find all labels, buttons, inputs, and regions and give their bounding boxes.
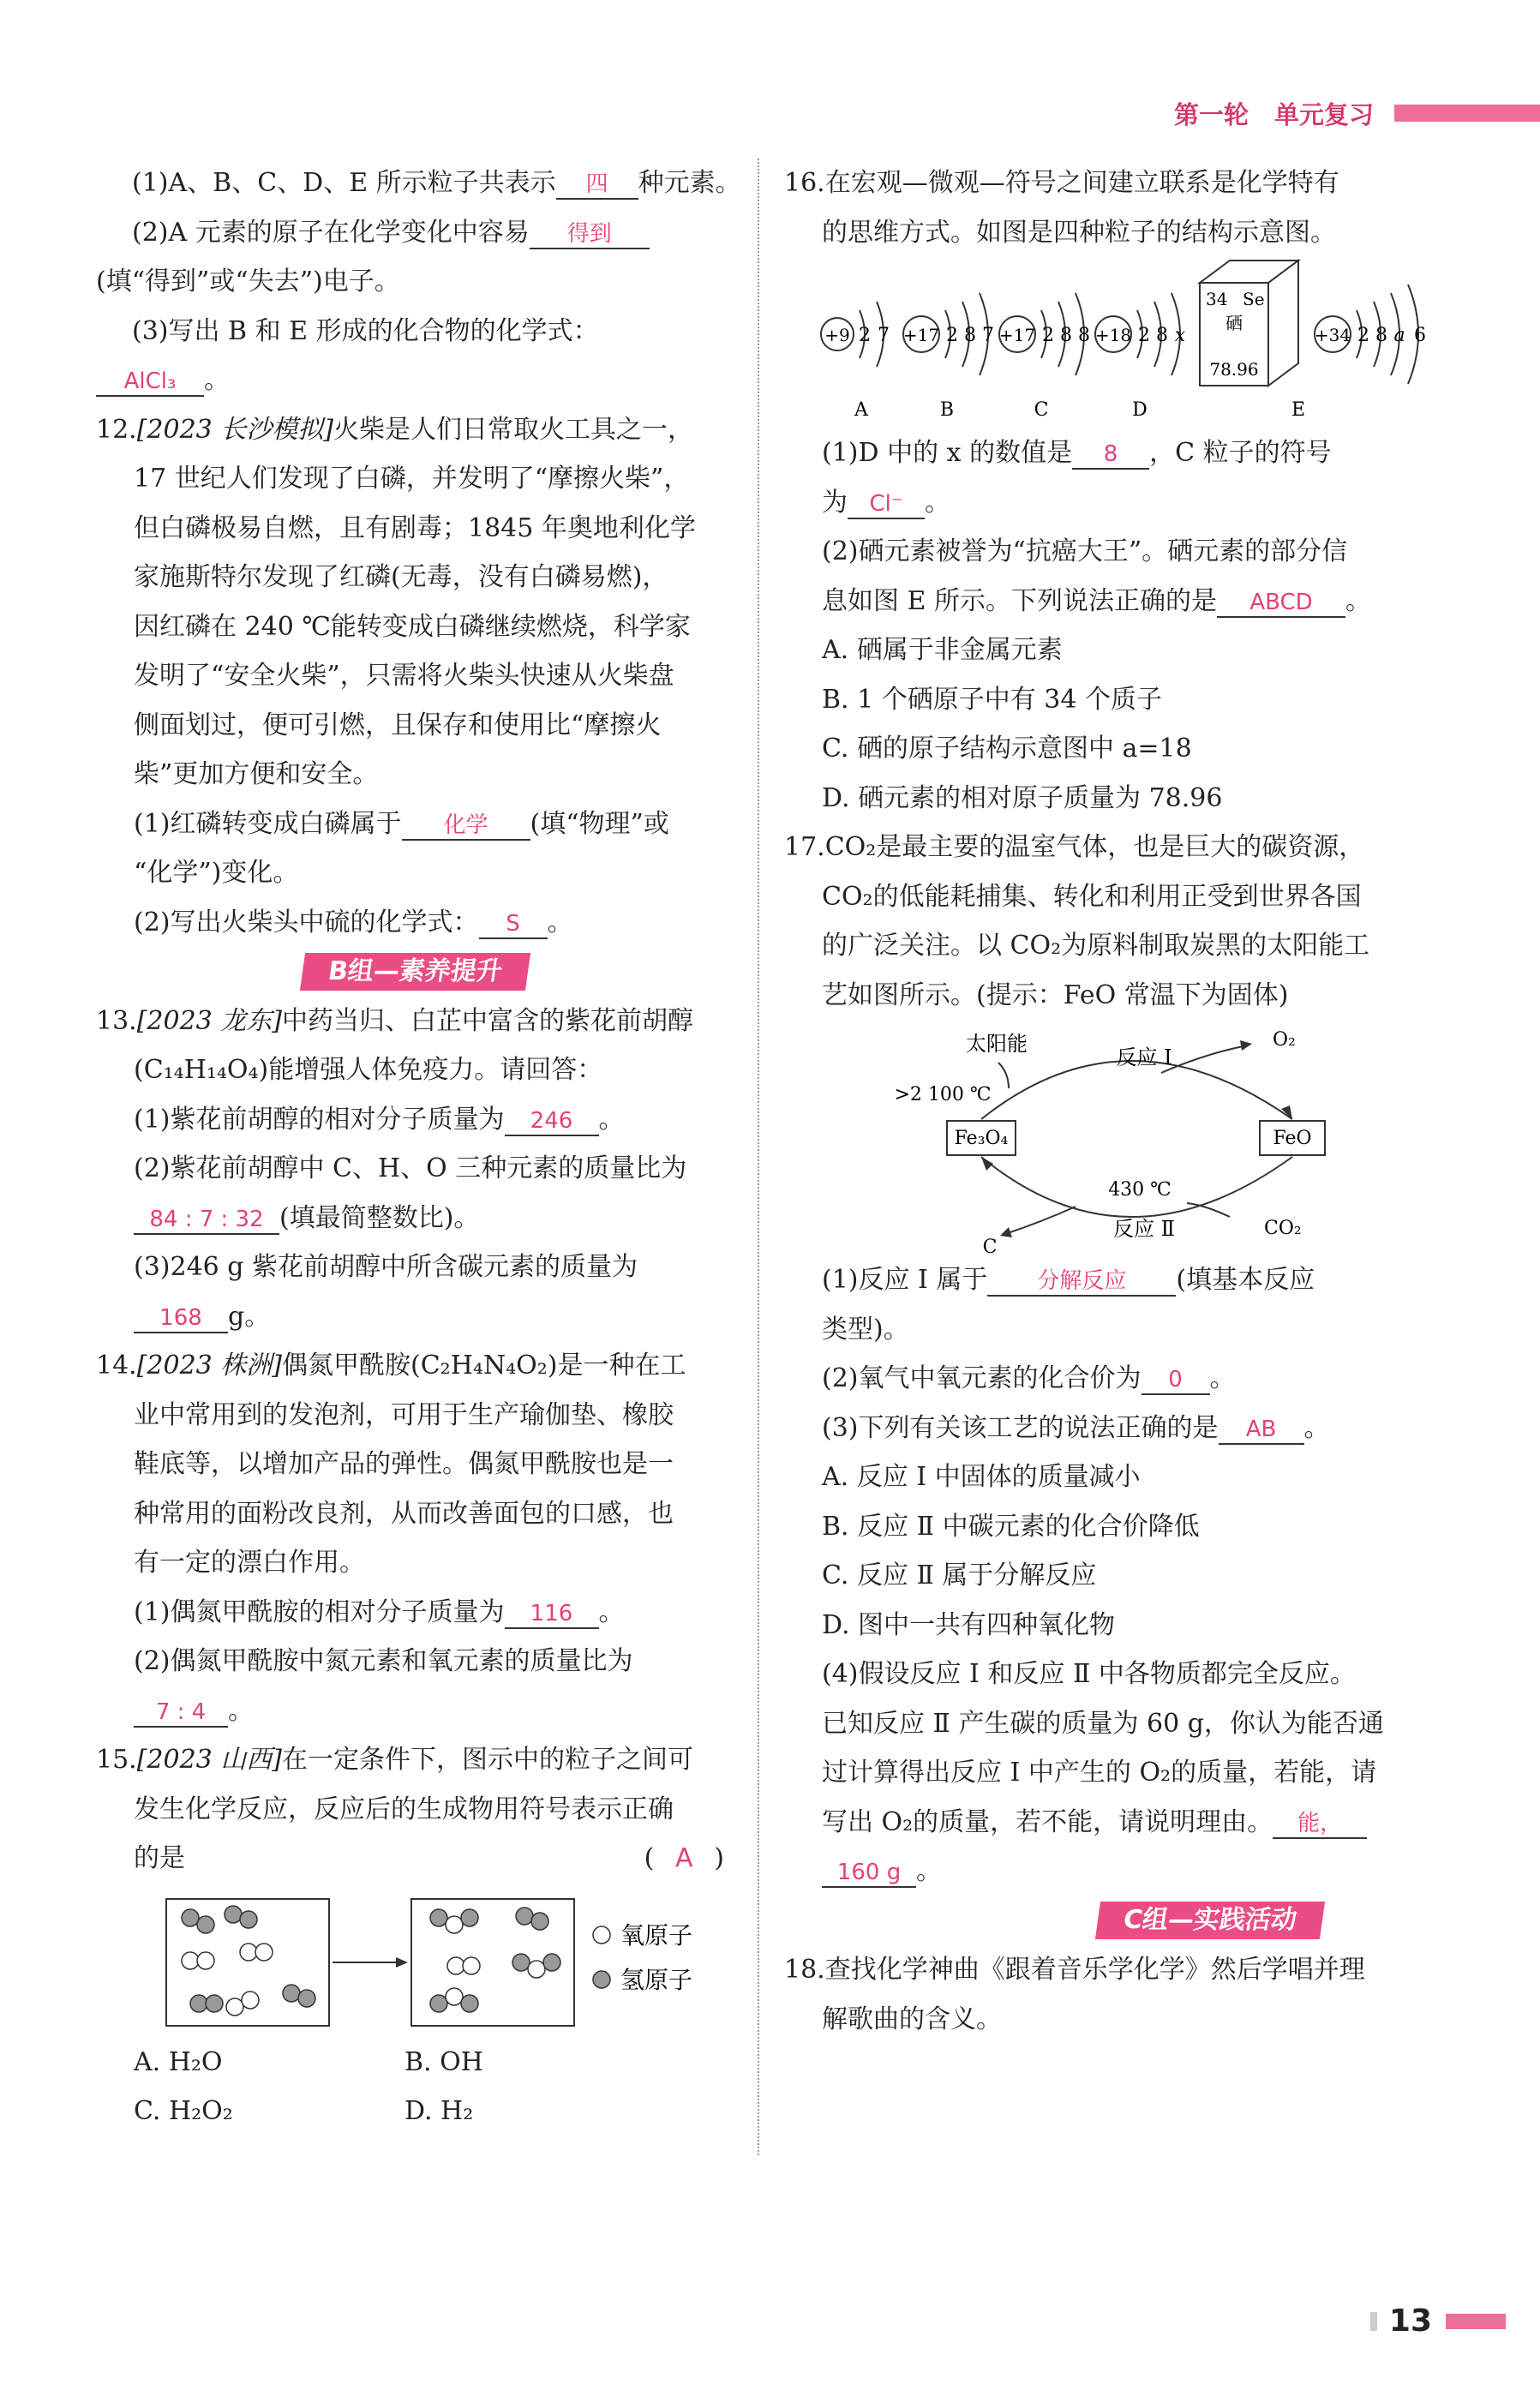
svg-text:34: 34 [1206, 289, 1228, 309]
q17-part4-last: 写出 O₂的质量，若不能，请说明理由。 能， [784, 1798, 1440, 1848]
svg-text:Se: Se [1243, 289, 1265, 309]
q17-part1-cont: 类型)。 [822, 1314, 909, 1345]
svg-text:C: C [1034, 399, 1049, 421]
svg-text:8: 8 [1156, 325, 1168, 346]
atom-c [999, 293, 1090, 421]
svg-text:反应 Ⅱ: 反应 Ⅱ [1113, 1217, 1175, 1241]
atom-b [903, 293, 994, 421]
q12-text: 侧面划过，便可引燃，且保存和使用比“摩擦火 [134, 710, 662, 740]
q16-line1: 16.在宏观—微观—符号之间建立联系是化学特有 [784, 168, 1339, 198]
q14-answer2: 7 : 4 [134, 1698, 228, 1728]
q11-line5: AlCl₃ 。 [96, 356, 734, 405]
legend-hydrogen: 氢原子 [620, 1965, 693, 1994]
q17-text: 的广泛关注。以 CO₂为原料制取炭黑的太阳能工 [822, 931, 1370, 961]
q17-text: 艺如图所示。(提示：FeO 常温下为固体) [822, 979, 1289, 1010]
q16-answer3: ABCD [1217, 589, 1345, 618]
q17-option: D. 图中一共有四种氧化物 [822, 1609, 1116, 1640]
svg-text:太阳能: 太阳能 [966, 1032, 1028, 1056]
q12-text: 17 世纪人们发现了白磷，并发明了“摩擦火柴”， [134, 464, 690, 494]
q16-part2: (2)硒元素被誉为“抗癌大王”。硒元素的部分信 [822, 536, 1348, 566]
q13-answer3: 168 [134, 1304, 228, 1333]
q17-answer1: 分解反应 [987, 1267, 1176, 1297]
q16-line2: 的思维方式。如图是四种粒子的结构示意图。 [822, 217, 1336, 248]
svg-text:7: 7 [878, 325, 890, 346]
q14-text: 种常用的面粉改良剂，从而改善面包的口感，也 [134, 1498, 674, 1529]
q17-part4: 过计算得出反应 Ⅰ 中产生的 O₂的质量，若能，请 [822, 1758, 1377, 1788]
q13-line1: 13.[2023 龙东]中药当归、白芷中富含的紫花前胡醇 [96, 1005, 694, 1036]
svg-text:2: 2 [946, 325, 958, 346]
svg-text:O₂: O₂ [1273, 1029, 1296, 1051]
q12-answer1: 化学 [402, 812, 530, 841]
svg-text:2: 2 [1138, 325, 1150, 346]
q14-text: 鞋底等，以增加产品的弹性。偶氮甲酰胺也是一 [134, 1449, 674, 1479]
left-column [96, 159, 741, 2136]
q15-line2: 发生化学反应，反应后的生成物用符号表示正确 [134, 1794, 674, 1824]
svg-text:78.96: 78.96 [1209, 359, 1259, 380]
q16-option: C. 硒的原子结构示意图中 a=18 [822, 734, 1192, 764]
q11-answer1: 四 [556, 171, 638, 200]
q17-text: CO₂的低能耗捕集、转化和利用正受到世界各国 [822, 881, 1362, 912]
svg-text:2: 2 [859, 325, 871, 346]
q17-process-figure [784, 1020, 1440, 1255]
q17-option: B. 反应 Ⅱ 中碳元素的化合价降低 [822, 1511, 1200, 1542]
q12-text: 家施斯特尔发现了红磷(无毒，没有白磷易燃)， [134, 562, 668, 592]
q12-text: 发明了“安全火柴”，只需将火柴头快速从火柴盘 [134, 661, 674, 691]
q17-part3: (3)下列有关该工艺的说法正确的是 AB 。 [822, 1412, 1330, 1443]
svg-text:2: 2 [1042, 325, 1054, 346]
oxygen-legend-icon [593, 1926, 610, 1944]
legend-oxygen: 氧原子 [620, 1920, 693, 1950]
svg-text:8: 8 [1375, 325, 1387, 346]
q14-text: 业中常用到的发泡剂，可用于生产瑜伽垫、橡胶 [134, 1399, 674, 1430]
q15-options-row1 [96, 2038, 734, 2088]
q14-part2: (2)偶氮甲酰胺中氮元素和氧元素的质量比为 [134, 1646, 633, 1676]
q16-answer1: 8 [1072, 440, 1149, 470]
q17-part4: (4)假设反应 Ⅰ 和反应 Ⅱ 中各物质都完全反应。 [822, 1659, 1356, 1689]
q16-part1-cont: 为 Cl⁻ 。 [822, 487, 950, 518]
column-divider [758, 159, 759, 2155]
header-accent-bar [1394, 105, 1540, 122]
q15-answer: A [675, 1843, 693, 1873]
q14-part2-ans: 7 : 4 。 [96, 1686, 734, 1736]
q16-part1: (1)D 中的 x 的数值是 8 ，C 粒子的符号 [822, 438, 1332, 468]
svg-text:a: a [1393, 325, 1405, 346]
svg-text:8: 8 [964, 325, 976, 346]
q12-text: 柴”更加方便和安全。 [134, 759, 379, 789]
section-c-banner: C组—实践活动 [784, 1896, 1440, 1946]
q16-option: A. 硒属于非金属元素 [822, 635, 1063, 665]
page-header [1174, 96, 1540, 130]
q13-part1: (1)紫花前胡醇的相对分子质量为 246 。 [134, 1104, 625, 1135]
right-column [784, 159, 1440, 2044]
svg-text:8: 8 [1078, 325, 1090, 346]
q12-text: 但白磷极易自燃，且有剧毒；1845 年奥地利化学 [134, 512, 696, 543]
q15-figure [96, 1892, 734, 2038]
q14-line1: 14.[2023 株洲]偶氮甲酰胺(C₂H₄N₄O₂)是一种在工 [96, 1351, 686, 1381]
q13-part2: (2)紫花前胡醇中 C、H、O 三种元素的质量比为 [134, 1153, 687, 1183]
q11-answer3: AlCl₃ [96, 368, 204, 397]
svg-text:Fe₃O₄: Fe₃O₄ [954, 1128, 1009, 1149]
svg-text:硒: 硒 [1225, 313, 1243, 333]
q17-part4: 已知反应 Ⅱ 产生碳的质量为 60 g，你认为能否通 [822, 1708, 1384, 1739]
svg-text:8: 8 [1060, 325, 1072, 346]
svg-text:+18: +18 [1094, 325, 1132, 345]
svg-text:D: D [1132, 399, 1148, 421]
q13-part3: (3)246 g 紫花前胡醇中所含碳元素的质量为 [134, 1252, 638, 1282]
hydrogen-legend-icon [593, 1971, 610, 1988]
selenium-element-card [1200, 261, 1298, 386]
q15-answer-bracket: ( A ) [644, 1834, 724, 1884]
q16-figure [784, 257, 1440, 428]
q17-answer2: 0 [1142, 1366, 1210, 1395]
q17-cycle-diagram [784, 1020, 1440, 1255]
svg-text:反应 Ⅰ: 反应 Ⅰ [1116, 1045, 1172, 1069]
atom-d [1095, 293, 1186, 421]
svg-text:x: x [1174, 325, 1186, 346]
atom-e [1291, 285, 1426, 421]
svg-text:6: 6 [1414, 325, 1426, 346]
section-b-banner: B组—素养提升 [96, 947, 734, 997]
q13-answer1: 246 [505, 1107, 599, 1136]
q15-option-b: B. OH [404, 2046, 483, 2077]
q15-particle-diagram [96, 1892, 734, 2038]
q16-option: D. 硒元素的相对原子质量为 78.96 [822, 782, 1223, 813]
q17-option: C. 反应 Ⅱ 属于分解反应 [822, 1560, 1097, 1590]
q13-part2-ans: 84 : 7 : 32 (填最简整数比)。 [96, 1194, 734, 1243]
q16-part2-cont: 息如图 E 所示。下列说法正确的是 ABCD 。 [822, 585, 1371, 616]
svg-text:A: A [854, 399, 868, 421]
q11-line2: (2)A 元素的原子在化学变化中容易 得到 [96, 208, 734, 258]
header-part1: 第一轮 [1173, 99, 1249, 129]
q11-line1: (1)A、B、C、D、E 所示粒子共表示 四 种元素。 [132, 168, 741, 198]
q17-option: A. 反应 Ⅰ 中固体的质量减小 [822, 1462, 1141, 1492]
q14-part1: (1)偶氮甲酰胺的相对分子质量为 116 。 [134, 1596, 625, 1627]
svg-text:CO₂: CO₂ [1264, 1218, 1302, 1239]
q16-option: B. 1 个硒原子中有 34 个质子 [822, 684, 1162, 715]
svg-text:FeO: FeO [1273, 1128, 1312, 1149]
q17-answer3: AB [1219, 1416, 1304, 1445]
q11-line4: (3)写出 B 和 E 形成的化合物的化学式： [132, 315, 599, 346]
atom-a [821, 302, 890, 421]
svg-text:+34: +34 [1314, 325, 1351, 345]
svg-text:>2 100 ℃: >2 100 ℃ [894, 1084, 992, 1105]
q17-part2: (2)氧气中氧元素的化合价为 0 。 [822, 1363, 1236, 1393]
q14-answer1: 116 [505, 1600, 599, 1629]
q15-option-a: A. H₂O [134, 2046, 223, 2077]
svg-text:430 ℃: 430 ℃ [1108, 1179, 1171, 1201]
page-number: 13 [1370, 2303, 1506, 2339]
svg-text:2: 2 [1357, 325, 1369, 346]
q15-option-c: C. H₂O₂ [134, 2096, 233, 2126]
q17-part4-ans: 160 g 。 [784, 1847, 1440, 1896]
q14-text: 有一定的漂白作用。 [134, 1548, 365, 1578]
q17-answer4a: 能， [1273, 1810, 1367, 1839]
header-part2: 单元复习 [1273, 99, 1374, 129]
q18-line1: 18.查找化学神曲《跟着音乐学化学》然后学唱并理 [784, 1955, 1365, 1985]
q15-line3: 的是 ( A ) [96, 1834, 734, 1884]
svg-text:7: 7 [982, 325, 994, 346]
q12-part1-cont: “化学”)变化。 [134, 858, 299, 888]
q12-source: [2023 长沙模拟] [136, 414, 334, 445]
q18-line2: 解歌曲的含义。 [822, 2004, 1002, 2034]
q13-answer2: 84 : 7 : 32 [134, 1206, 279, 1235]
q12-part1: (1)红磷转变成白磷属于 化学 (填“物理”或 [134, 808, 669, 839]
svg-text:B: B [939, 399, 955, 421]
q13-part3-ans: 168 g。 [96, 1292, 734, 1342]
q16-atom-diagrams [784, 257, 1440, 428]
svg-text:E: E [1291, 399, 1306, 421]
q13-line2: (C₁₄H₁₄O₄)能增强人体免疫力。请回答： [134, 1055, 603, 1085]
q11-answer2: 得到 [530, 220, 650, 249]
q15-line1: 15.[2023 山西]在一定条件下，图示中的粒子之间可 [96, 1745, 694, 1775]
svg-text:+17: +17 [902, 325, 940, 345]
q11-line3: (填“得到”或“失去”)电子。 [96, 267, 400, 297]
svg-text:C: C [982, 1237, 998, 1255]
q16-answer2: Cl⁻ [848, 490, 925, 519]
svg-text:+9: +9 [824, 325, 850, 345]
q12-line1: 12.[2023 长沙模拟]火柴是人们日常取火工具之一， [96, 414, 694, 445]
q15-options-row2 [96, 2087, 734, 2136]
svg-text:+17: +17 [998, 325, 1036, 345]
q15-option-d: D. H₂ [404, 2096, 474, 2126]
q12-text: 因红磷在 240 ℃能转变成白磷继续燃烧，科学家 [134, 611, 691, 642]
q17-answer4b: 160 g [822, 1859, 916, 1888]
q17-part1: (1)反应 Ⅰ 属于 分解反应 (填基本反应 [822, 1265, 1315, 1295]
q12-answer2: S [479, 910, 548, 939]
q12-part2: (2)写出火柴头中硫的化学式： S 。 [134, 907, 573, 937]
q12-number: 12. [96, 414, 137, 445]
q17-line1: 17.CO₂是最主要的温室气体，也是巨大的碳资源， [784, 832, 1365, 862]
